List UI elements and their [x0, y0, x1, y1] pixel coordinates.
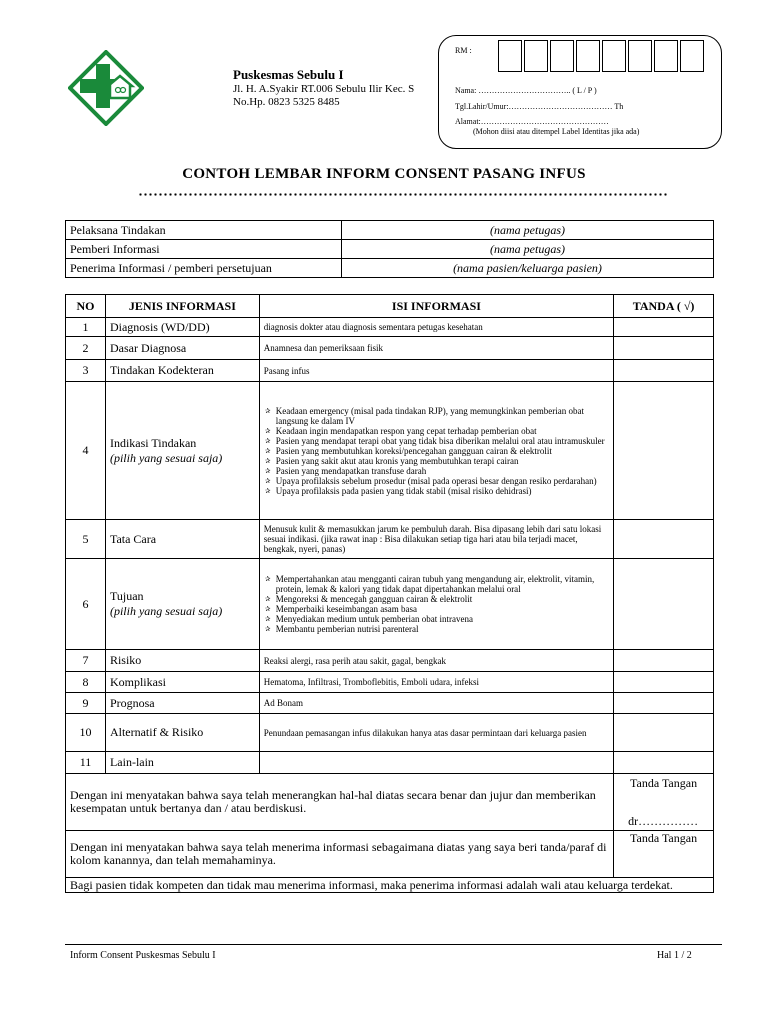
- row-jenis-sub: (pilih yang sesuai saja): [109, 450, 223, 465]
- footer-divider: [65, 944, 722, 945]
- tanda-cell[interactable]: [614, 672, 714, 693]
- signature-cell-petugas[interactable]: [614, 774, 714, 831]
- table-header-row: [66, 295, 714, 318]
- rm-digit-box[interactable]: [498, 40, 522, 72]
- rm-digit-box[interactable]: [602, 40, 626, 72]
- signature-cell-pasien[interactable]: [614, 831, 714, 878]
- row-no: 2: [66, 337, 106, 360]
- info-value[interactable]: (nama petugas): [342, 240, 714, 259]
- patient-id-box: [438, 35, 722, 149]
- dob-field[interactable]: Tgl.Lahir/Umur:………………………………… Th: [455, 102, 624, 111]
- tanda-cell[interactable]: [614, 520, 714, 559]
- list-item: ✰ Mengoreksi & mencegah gangguan cairan & elektrolit: [276, 594, 609, 604]
- list-item: ✰ Upaya profilaksis pada pasien yang tidak stabil (misal risiko dehidrasi): [276, 486, 609, 496]
- statement-row: [66, 774, 714, 831]
- row-no: 6: [66, 559, 106, 650]
- indikasi-list: [264, 406, 609, 496]
- id-box-note: (Mohon diisi atau ditempel Label Identitas jika ada): [473, 127, 640, 136]
- tujuan-list: [264, 574, 609, 634]
- list-item: ✰ Upaya profilaksis sebelum prosedur (misal pada operasi besar dengan resiko perdarahan): [276, 476, 609, 486]
- dotted-divider: [138, 193, 668, 196]
- table-row: [66, 382, 714, 520]
- statement-row: [66, 831, 714, 878]
- table-row: [66, 318, 714, 337]
- tanda-cell[interactable]: [614, 382, 714, 520]
- org-name: Puskesmas Sebulu I: [233, 67, 344, 82]
- row-no: 3: [66, 360, 106, 382]
- name-field[interactable]: Nama: …………………………….. ( L / P ): [455, 86, 597, 95]
- header-tanda: TANDA ( √): [614, 295, 714, 318]
- tanda-cell[interactable]: [614, 559, 714, 650]
- row-jenis-sub: (pilih yang sesuai saja): [109, 604, 223, 618]
- consent-table: [65, 294, 714, 893]
- row-isi: Pasang infus: [259, 360, 613, 382]
- row-jenis: Risiko: [105, 650, 259, 672]
- signature-label: Tanda Tangan: [630, 831, 698, 845]
- row-isi: Ad Bonam: [259, 693, 613, 714]
- statement-pasien: Dengan ini menyatakan bahwa saya telah menerima informasi sebagaimana diatas yang saya beri tanda/paraf di kolom kanannya, dan telah memahaminya.: [66, 831, 614, 878]
- org-phone: No.Hp. 0823 5325 8485: [233, 96, 340, 108]
- table-row: [66, 714, 714, 752]
- rm-digit-box[interactable]: [680, 40, 704, 72]
- tanda-cell[interactable]: [614, 693, 714, 714]
- list-item: ✰ Pasien yang membutuhkan koreksi/pencegahan gangguan cairan & elektrolit: [276, 446, 609, 456]
- signature-name: dr……………: [628, 814, 699, 828]
- info-table: [65, 220, 714, 278]
- rm-digit-box[interactable]: [576, 40, 600, 72]
- rm-label: RM :: [455, 46, 472, 55]
- table-row: [66, 559, 714, 650]
- table-row: [66, 650, 714, 672]
- rm-digit-box[interactable]: [654, 40, 678, 72]
- rm-digit-box[interactable]: [550, 40, 574, 72]
- list-item: ✰ Menyediakan medium untuk pemberian obat intravena: [276, 614, 609, 624]
- tanda-cell[interactable]: [614, 337, 714, 360]
- table-row: [66, 337, 714, 360]
- header-isi: ISI INFORMASI: [259, 295, 613, 318]
- statement-petugas: Dengan ini menyatakan bahwa saya telah menerangkan hal-hal diatas secara benar dan jujur dan memberikan kesempatan untuk bertanya dan / atau berdiskusi.: [66, 774, 614, 831]
- row-no: 9: [66, 693, 106, 714]
- row-no: 8: [66, 672, 106, 693]
- row-jenis: Tindakan Kodekteran: [105, 360, 259, 382]
- footer-doc-name: Inform Consent Puskesmas Sebulu I: [70, 950, 216, 961]
- row-jenis: Tata Cara: [105, 520, 259, 559]
- org-address: Jl. H. A.Syakir RT.006 Sebulu Ilir Kec. S: [233, 83, 415, 95]
- rm-number-boxes[interactable]: [498, 40, 706, 72]
- info-value[interactable]: (nama petugas): [342, 221, 714, 240]
- row-isi: diagnosis dokter atau diagnosis sementara petugas kesehatan: [259, 318, 613, 337]
- table-row: [66, 259, 714, 278]
- row-no: 4: [66, 382, 106, 520]
- list-item: ✰ Keadaan emergency (misal pada tindakan RJP), yang memungkinkan pemberian obat langsung ke dalam IV: [276, 406, 609, 426]
- row-isi: [259, 382, 613, 520]
- row-jenis: Dasar Diagnosa: [105, 337, 259, 360]
- table-row: [66, 672, 714, 693]
- note-row: [66, 878, 714, 893]
- row-isi: Reaksi alergi, rasa perih atau sakit, gagal, bengkak: [259, 650, 613, 672]
- row-jenis: Alternatif & Risiko: [105, 714, 259, 752]
- row-no: 11: [66, 752, 106, 774]
- tanda-cell[interactable]: [614, 650, 714, 672]
- table-row: [66, 221, 714, 240]
- row-jenis: Prognosa: [105, 693, 259, 714]
- header-jenis: JENIS INFORMASI: [105, 295, 259, 318]
- table-row: [66, 752, 714, 774]
- table-row: [66, 240, 714, 259]
- row-jenis: Diagnosis (WD/DD): [105, 318, 259, 337]
- table-row: [66, 693, 714, 714]
- info-label: Pemberi Informasi: [66, 240, 342, 259]
- row-no: 5: [66, 520, 106, 559]
- document-title: CONTOH LEMBAR INFORM CONSENT PASANG INFUS: [182, 166, 586, 182]
- list-item: ✰ Mempertahankan atau mengganti cairan tubuh yang mengandung air, elektrolit, vitamin, protein, lemak & kalori yang tidak dapat dipertahankan melalui oral: [276, 574, 609, 594]
- signature-label: Tanda Tangan: [630, 776, 698, 790]
- list-item: ✰ Pasien yang sakit akut atau kronis yang membutuhkan terapi cairan: [276, 456, 609, 466]
- row-isi: Penundaan pemasangan infus dilakukan hanya atas dasar permintaan dari keluarga pasien: [259, 714, 613, 752]
- tanda-cell[interactable]: [614, 714, 714, 752]
- address-field[interactable]: Alamat:…………………………………………: [455, 117, 609, 126]
- header-no: NO: [66, 295, 106, 318]
- row-jenis-label: Tujuan: [109, 589, 144, 603]
- table-row: [66, 360, 714, 382]
- row-isi: Menusuk kulit & memasukkan jarum ke pembuluh darah. Bisa dipasang lebih dari satu lokasi sesuai indikasi. (jika rawat inap : Bisa dilakukan setiap tiga hari atau bila terjadi macet, bengkak, nyeri, panas): [259, 520, 613, 559]
- info-label: Pelaksana Tindakan: [66, 221, 342, 240]
- row-isi: Anamnesa dan pemeriksaan fisik: [259, 337, 613, 360]
- row-no: 10: [66, 714, 106, 752]
- row-no: 1: [66, 318, 106, 337]
- footnote: Bagi pasien tidak kompeten dan tidak mau menerima informasi, maka penerima informasi adalah wali atau keluarga terdekat.: [66, 878, 714, 893]
- tanda-cell[interactable]: [614, 318, 714, 337]
- row-jenis: Lain-lain: [105, 752, 259, 774]
- list-item: ✰ Pasien yang mendapatkan transfuse darah: [276, 466, 609, 476]
- rm-digit-box[interactable]: [628, 40, 652, 72]
- puskesmas-logo-icon: [68, 50, 144, 126]
- list-item: ✰ Memperbaiki keseimbangan asam basa: [276, 604, 609, 614]
- tanda-cell[interactable]: [614, 752, 714, 774]
- row-no: 7: [66, 650, 106, 672]
- list-item: ✰ Membantu pemberian nutrisi parenteral: [276, 624, 609, 634]
- list-item: ✰ Pasien yang mendapat terapi obat yang tidak bisa diberikan melalui oral atau intramuskuler: [276, 436, 609, 446]
- row-jenis: [105, 382, 259, 520]
- row-jenis: [105, 559, 259, 650]
- row-isi: [259, 559, 613, 650]
- footer-page-number: Hal 1 / 2: [657, 950, 692, 961]
- row-isi: [259, 752, 613, 774]
- table-row: [66, 520, 714, 559]
- tanda-cell[interactable]: [614, 360, 714, 382]
- info-label: Penerima Informasi / pemberi persetujuan: [66, 259, 342, 278]
- list-item: ✰ Keadaan ingin mendapatkan respon yang cepat terhadap pemberian obat: [276, 426, 609, 436]
- row-jenis: Komplikasi: [105, 672, 259, 693]
- row-jenis-label: Indikasi Tindakan: [109, 435, 197, 450]
- rm-digit-box[interactable]: [524, 40, 548, 72]
- row-isi: Hematoma, Infiltrasi, Tromboflebitis, Emboli udara, infeksi: [259, 672, 613, 693]
- info-value[interactable]: (nama pasien/keluarga pasien): [342, 259, 714, 278]
